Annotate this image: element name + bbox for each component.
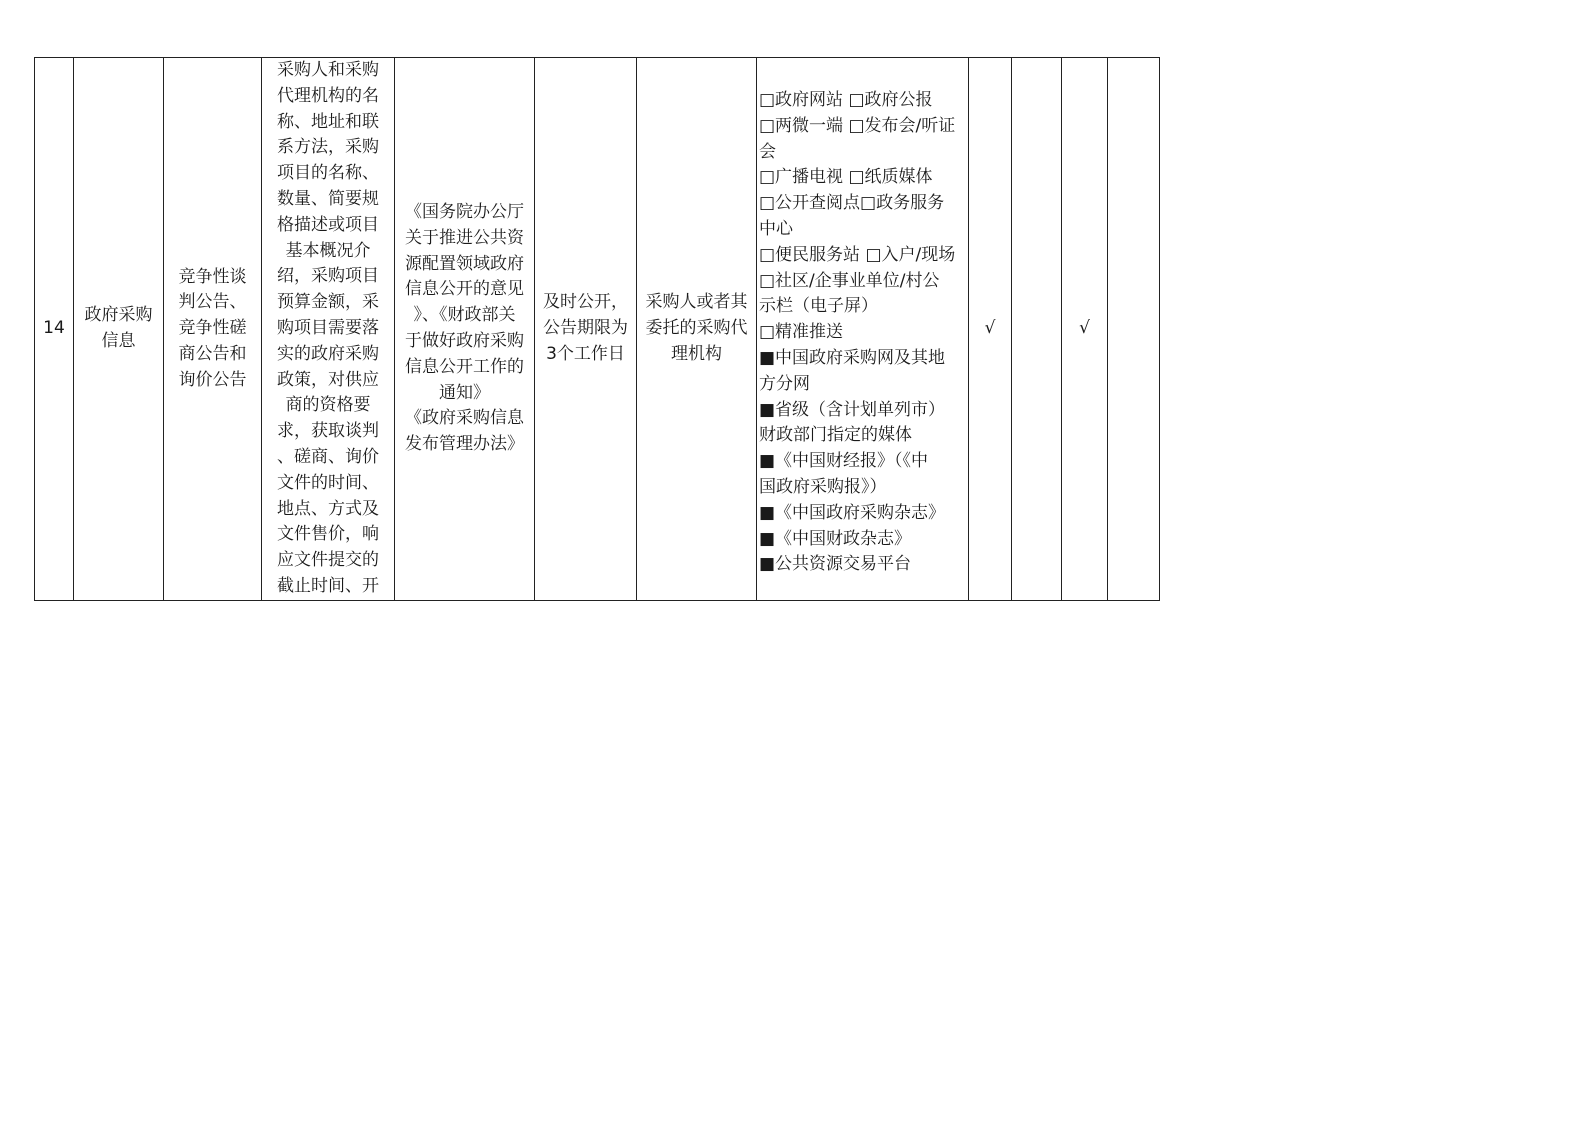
check-cell-1 <box>969 58 1012 601</box>
channel-item: ■《中国财政杂志》 <box>759 528 912 549</box>
channel-item: ■省级（含计划单列市） <box>759 399 946 420</box>
timing-text: 及时公开， 公告期限为 3个工作日 <box>543 292 628 364</box>
basis-cell <box>395 58 535 601</box>
check-cell-2 <box>1062 58 1108 601</box>
channel-item: 会 <box>759 141 776 162</box>
channel-item: □两微一端 □发布会/听证 <box>759 115 956 136</box>
channel-item: ■《中国政府采购杂志》 <box>759 502 946 523</box>
check-mark-icon: √ <box>984 318 996 339</box>
empty-cell-2 <box>1108 58 1160 601</box>
timing-cell <box>535 58 637 601</box>
empty-cell-1 <box>1012 58 1062 601</box>
item-cell <box>164 58 262 601</box>
channel-item: 中心 <box>759 218 793 239</box>
channel-item: ■中国政府采购网及其地 <box>759 347 946 368</box>
check-mark-icon: √ <box>1079 318 1090 339</box>
channel-item: 示栏（电子屏） <box>759 296 878 317</box>
channel-item: ■公共资源交易平台 <box>759 554 912 575</box>
channels-cell <box>757 58 969 601</box>
channel-item: □政府网站 □政府公报 <box>759 90 933 110</box>
row-index: 14 <box>43 318 65 339</box>
channel-item: □广播电视 □纸质媒体 <box>759 167 933 188</box>
content-cell <box>262 58 395 601</box>
channel-item: 财政部门指定的媒体 <box>759 425 912 446</box>
disclosure-table <box>34 57 1160 601</box>
category-text: 政府采购 信息 <box>84 305 153 351</box>
subject-text: 采购人或者其 委托的采购代 理机构 <box>645 292 748 364</box>
channels-list <box>759 58 968 578</box>
table-row <box>35 58 1160 601</box>
channel-item: □便民服务站 □入户/现场 <box>759 244 956 265</box>
channel-item: ■《中国财经报》（《中 <box>759 451 929 472</box>
subject-cell <box>637 58 757 601</box>
item-text: 竞争性谈 判公告、 竞争性磋 商公告和 询价公告 <box>178 266 247 390</box>
channel-item: 方分网 <box>759 373 810 394</box>
row-index-cell <box>35 58 74 601</box>
channel-item: □社区/企事业单位/村公 <box>759 270 940 291</box>
basis-text: 《国务院办公厅 关于推进公共资 源配置领域政府 信息公开的意见 》、《财政部关 于做好政府采购 信息公开工作的 通知》 《政府采购信息 发布管理办法》 <box>405 202 524 455</box>
channel-item: □公开查阅点□政务服务 <box>759 193 945 214</box>
content-text: 采购人和采购 代理机构的名 称、地址和联 系方法，采购 项目的名称、 数量、简要规 格描述或项目 基本概况介 绍，采购项目 预算金额，采 购项目需要落 实的政府采购 政策，对供应 商的资格要 求，获取谈判 、磋商、询价 文件的时间、 地点、方式及 文件售价，响 应文件提交的 截止时间、开 <box>277 60 379 596</box>
channel-item: 国政府采购报》） <box>759 476 887 497</box>
channel-item: □精准推送 <box>759 322 844 343</box>
category-cell <box>74 58 164 601</box>
